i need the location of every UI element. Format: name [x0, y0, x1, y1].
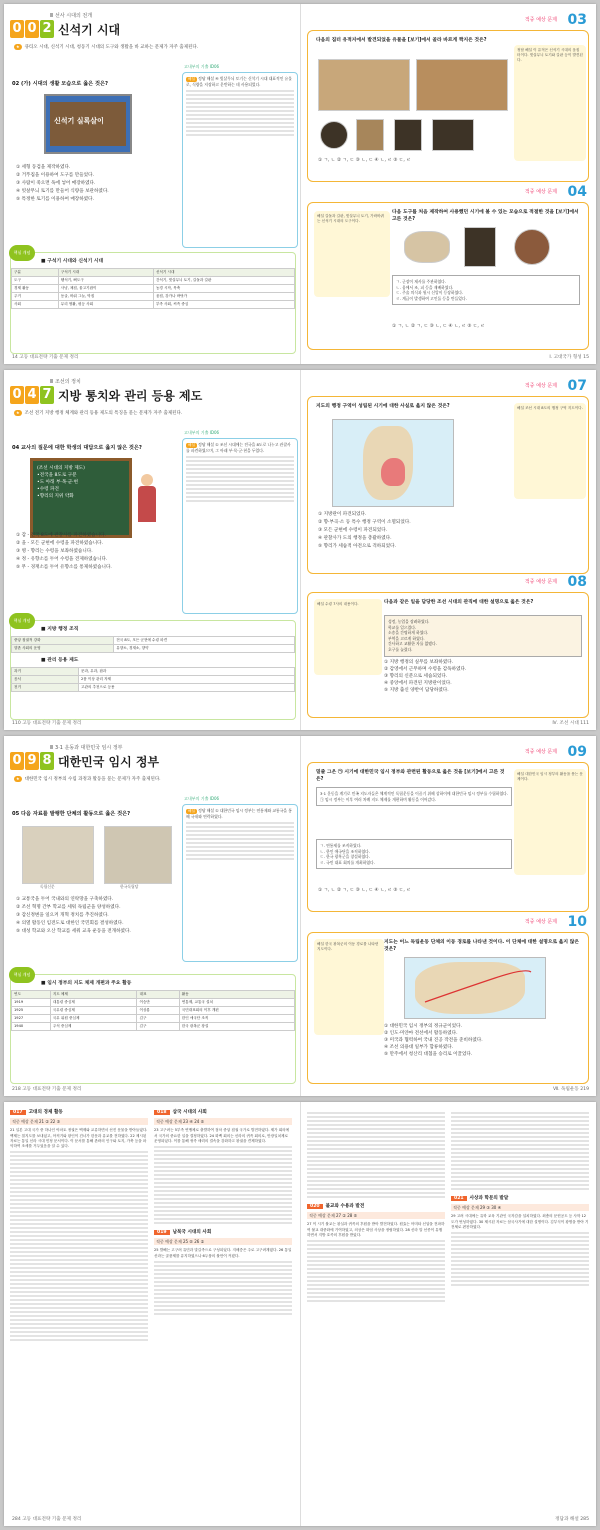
solution-text: 정답 해설 ④ 빗살무늬 토기는 신석기 시대 대표적인 유물로, 식량을 저장하고 운반하는 데 사용되었다.: [186, 76, 292, 88]
question-text: 지도의 행정 구역이 성립된 시기에 대한 사실로 옳지 않은 것은?: [316, 404, 450, 409]
answer-section-head: 017 고대의 경제 활동: [10, 1110, 148, 1115]
table-row: 1927 국무 위원 중심제 김구 한인 애국단 조직: [12, 1015, 295, 1023]
question-number: 07: [567, 378, 587, 394]
side-solution: 해설 대한민국 임시 정부의 활동을 묻는 문제이다.: [514, 769, 586, 875]
question-number: 04: [567, 184, 587, 200]
predict-tag: 적중 예상 문제: [524, 919, 557, 925]
exam-tag: 고내부의 기출 ID06: [184, 796, 220, 801]
unit-digit: 7: [40, 386, 54, 404]
choice[interactable]: ⑤ 무 - 경재소를 두어 유향소를 통제하였습니다.: [16, 565, 112, 570]
image-caption: 독립신문: [40, 884, 55, 889]
choice[interactable]: ① 지방 행정의 실무를 보좌하였다.: [384, 660, 454, 665]
image-caption: 한국독립당: [120, 884, 139, 889]
choice[interactable]: ④ 빗살무늬 토기를 만들어 식량을 보관하였다.: [16, 189, 109, 194]
table-row: 향촌 사회의 운영 유향소, 경재소, 향약: [12, 645, 295, 653]
table-row: 사회 무리 생활, 평등 사회 부족 사회, 씨족 중심: [12, 301, 295, 309]
choice[interactable]: ④ 의열 활동인 임전도로 대한인 국민회를 결성하였다.: [16, 921, 124, 926]
question-number: 10: [567, 914, 587, 930]
concept-table: [11, 667, 295, 692]
predict-tag: 적중 예상 문제: [524, 189, 557, 195]
choice[interactable]: ⑤ 특정한 토기를 이용하여 매장하였다.: [16, 197, 94, 202]
solution-box: 해설 정답 해설 ① 조선 시대에는 전국을 8도로 나누고 관찰사를 파견하였으며, 그 아래 부·목·군·현을 두었다.: [182, 438, 298, 614]
question-box-03: [307, 30, 589, 182]
answer-section-head: 018 삼국 시대의 사회: [154, 1110, 292, 1115]
exam-tag: 고내부의 기출 ID06: [184, 430, 220, 435]
route-map: [404, 957, 546, 1019]
concept-note: [10, 974, 296, 1084]
unit-digit: 4: [25, 386, 39, 404]
choice[interactable]: ③ 향리의 신분으로 세습되었다.: [384, 674, 448, 679]
answer-bar: 적중 예상 문제 21 ② 22 ③: [10, 1118, 148, 1125]
teacher-figure: [138, 474, 156, 524]
bogi-box: ㄱ. 연통제를 조직하였다. ㄴ. 한인 애국단을 조직하였다. ㄷ. 한국 광복군을 창설하였다. ㄹ. 국민 대표 회의를 개최하였다.: [316, 839, 512, 869]
answer-section-head: 021 사상과 학문의 발달: [451, 1196, 589, 1201]
section-label: Ⅲ 조선의 정치: [50, 379, 81, 385]
page-footer: 정답과 해설 285: [555, 1517, 589, 1522]
spread-2: [4, 370, 596, 730]
note-title: ■ 관리 등용 제도: [41, 658, 79, 663]
page-284: [4, 1102, 300, 1526]
page-footer: Ⅳ. 조선 시대 111: [552, 721, 589, 726]
unit-digit: 0: [10, 20, 24, 38]
spread-3: [4, 736, 596, 1096]
unit-digit: 9: [25, 752, 39, 770]
side-solution: 해설 조선 시대 8도의 행정 구역 지도이다.: [514, 403, 586, 499]
artifact-image: [432, 119, 474, 151]
side-solution: 해설 한국 광복군의 이동 경로를 나타낸 지도이다.: [314, 939, 384, 1035]
trend-badge: ★: [16, 44, 20, 49]
unit-digit: 8: [40, 752, 54, 770]
choices: [16, 532, 180, 572]
concept-note: [10, 620, 296, 720]
page-footer: Ⅰ. 고대국가 형성 15: [549, 355, 589, 360]
choice[interactable]: ③ 사람이 죽으면 독에 넣어 매장하였다.: [16, 181, 96, 186]
question-text: 다음과 같은 일을 담당한 조선 시대의 관직에 대한 설명으로 옳은 것은?: [384, 600, 534, 605]
page-111: [300, 370, 596, 730]
screen-caption: 신석기 실록살이: [54, 117, 104, 125]
table-row: 도구 뗀석기, 뼈도구 간석기, 빗살무늬 토기, 갈돌과 갈판: [12, 277, 295, 285]
artifact-image: [514, 229, 550, 265]
exam-tag: 고내부의 기출 ID06: [184, 64, 220, 69]
choices[interactable]: ① ㄱ, ㄴ ② ㄱ, ㄷ ③ ㄴ, ㄷ ④ ㄴ, ㄹ ⑤ ㄷ, ㄹ: [318, 888, 411, 893]
solution-tag: 해설: [188, 77, 195, 81]
artifact-image: [464, 227, 496, 267]
question-box-04: [307, 202, 589, 350]
page-footer: Ⅶ. 독립운동 219: [552, 1087, 589, 1092]
choice[interactable]: ③ 병 - 향리는 수령을 보좌하였습니다.: [16, 549, 93, 554]
question-04: 04 교사의 질문에 대한 학생의 대답으로 옳지 않은 것은?: [12, 445, 142, 451]
artifact-image: [404, 231, 450, 263]
choice[interactable]: ② 을 - 모든 군현에 수령을 파견하였습니다.: [16, 541, 103, 546]
document-image: [104, 826, 172, 884]
unit-digit: 0: [10, 386, 24, 404]
choices: [384, 1023, 580, 1058]
predict-tag: 적중 예상 문제: [524, 383, 557, 389]
concept-table: 구분 구석기 시대 신석기 시대 도구 뗀석기, 뼈도구 간석기, 빗살무늬 토기, 갈돌과 갈판 경제 활동 사냥, 채집, 물고기잡이 농경 시작, 목축 주거 동굴, 바위 그늘, 막집 움집, 강가나 바닷가 사회 무리 생활, 평등 사회 부족 사회, 씨족 중심: [11, 268, 295, 309]
choice[interactable]: ② 인도·미얀마 전선에서 활동하였다.: [384, 1031, 458, 1036]
concept-table: [11, 636, 295, 653]
question-02: 02 (가) 시대의 생활 모습으로 옳은 것은?: [12, 81, 108, 87]
unit-desc: ★ 조선 전기 지방 행정 체계와 관리 등용 제도의 특징을 묻는 문제가 자주 출제된다.: [16, 410, 183, 416]
note-badge: 핵심 개념: [9, 613, 35, 629]
choice[interactable]: ① 대한민국 임시 정부의 정규군이었다.: [384, 1024, 462, 1029]
source-box: 성정, 농업을 장려하였다. 학교를 일으켰다. 소송을 간명하게 하였다. 부역을 고르게 하였다. 간사하고 교활한 자를 없앴다. 호구를 늘렸다.: [384, 615, 582, 657]
choices[interactable]: ① ㄱ, ㄴ ② ㄱ, ㄷ ③ ㄴ, ㄷ ④ ㄴ, ㄹ ⑤ ㄷ, ㄹ: [318, 158, 411, 163]
unit-title: 지방 통치와 관리 등용 제도: [58, 389, 203, 403]
answer-bar: 적중 예상 문제 23 ④ 24 ⑤: [154, 1118, 292, 1125]
unit-digit: 0: [10, 752, 24, 770]
answer-text: 23 고구려는 5부족 연맹체로 출발하여 점차 중앙 집권 국가로 발전하였다. 제가 회의에서 국가의 중요한 일을 결정하였다. 24 화백 회의는 신라의 귀족 회의로, 만장일치제로 운영되었다. 이를 통해 귀족 세력의 결속을 강화하고 왕권을 견제하였다.: [154, 1128, 290, 1143]
bogi-box: ㄱ. 군장이 제사를 주관하였다. ㄴ. 움에서 조, 피 등을 재배하였다. ㄷ. 주술 의식과 원시 신앙이 등장하였다. ㄹ. 계급이 발생하여 고인돌 등을 만들었다.: [392, 275, 580, 305]
unit-number: [10, 20, 54, 38]
choice[interactable]: ② 감영에서 근무하며 수령을 감독하였다.: [384, 667, 467, 672]
answer-bar: 적중 예상 문제 29 ③ 30 ④: [451, 1204, 589, 1211]
screen-image: [44, 94, 132, 154]
board-title: (조선 시대의 지방 제도): [37, 466, 85, 471]
predict-tag: 적중 예상 문제: [524, 17, 557, 23]
page-footer: 218 고등 대표전략 기출 문제 정리: [12, 1087, 82, 1092]
unit-title: 신석기 시대: [58, 23, 121, 37]
unit-digit: 0: [25, 20, 39, 38]
choice[interactable]: ③ 모든 군현에 수령이 파견되었다.: [318, 528, 388, 533]
choices: [16, 896, 180, 936]
answer-text: 21 일본 고대 국가 중 하나인 야마토 정권은 백제와 교류하면서 선진 문물을 받아들였다. 백제는 칠지도를 보내었고, 아직기와 왕인이 건너가 한문과 유교를 전하였다. 22 제시된 자료는 통일 신라 시대 민정 문서이다. 이 문서를 통해 촌락의 인구와 토지, 가축 등을 파악하여 조세를 거두었음을 알 수 있다.: [10, 1128, 148, 1149]
choices[interactable]: ① ㄱ, ㄴ ② ㄱ, ㄷ ③ ㄴ, ㄷ ④ ㄴ, ㄹ ⑤ ㄷ, ㄹ: [392, 324, 485, 329]
answer-text: 29 고려 시대에는 유학 교육 기관인 국자감을 설치하였다. 최충의 문헌공도 등 사학 12도가 번성하였다. 30 제시된 자료는 삼국사기에 대한 설명이다. 김부식이 왕명을 받아 기전체로 편찬하였다.: [451, 1214, 589, 1229]
side-solution: 해설 수령 7사의 내용이다.: [314, 599, 382, 675]
answer-text: 25 발해는 고구려 유민과 말갈족으로 구성되었다. 지배층은 주로 고구려계였다. 26 통일 신라는 골품제를 유지하였으나 6두품의 불만이 커졌다.: [154, 1248, 292, 1258]
source-box: 3·1 운동을 계기로 민족 지도자들은 체계적인 독립운동을 이끌기 위해 상하이에 대한민국 임시 정부를 수립하였다. ㉠ 임시 정부는 이후 여러 차례 지도 체제를 개편하며 활동을 이어갔다.: [316, 787, 512, 806]
answer-bar: 적중 예상 문제 25 ⑤ 26 ②: [154, 1238, 292, 1245]
page-218: [4, 736, 300, 1096]
question-number: 03: [567, 12, 587, 28]
unit-number: [10, 386, 54, 404]
artifact-image: [394, 119, 422, 151]
table-row: 주거 동굴, 바위 그늘, 막집 움집, 강가나 바닷가: [12, 293, 295, 301]
choice[interactable]: ③ 갑신정변을 일으켜 개혁 정치를 추진하였다.: [16, 913, 109, 918]
solution-box: [182, 72, 298, 248]
section-label: Ⅲ 선사 시대의 전개: [50, 13, 93, 19]
page-footer: 110 고등 대표전략 기출 문제 정리: [12, 721, 82, 726]
concept-note: [10, 252, 296, 354]
answer-bar: 적중 예상 문제 27 ② 28 ⑤: [307, 1212, 445, 1219]
choice[interactable]: ③ 미국과 협력하여 국내 진공 작전을 준비하였다.: [384, 1038, 483, 1043]
spread-4: [4, 1102, 596, 1526]
choice[interactable]: ② 향·부곡·소 등 특수 행정 구역이 소멸되었다.: [318, 520, 411, 525]
question-text: 다음 도구를 처음 제작하여 사용했던 시기에 볼 수 있는 모습으로 적절한 것을 [보기]에서 고른 것은?: [392, 210, 579, 222]
table-row: 천거 고관의 추천으로 등용: [12, 684, 295, 692]
choice[interactable]: ① 교통국을 두어 국내와의 연락망을 구축하였다.: [16, 897, 114, 902]
choice[interactable]: ④ 정 - 유향소를 두어 수령을 견제하였습니다.: [16, 557, 108, 562]
answer-column: [451, 1110, 589, 1288]
choices: [16, 164, 176, 204]
page-footer: 284 고등 대표전략 기출 문제 정리: [12, 1517, 82, 1522]
solution-text: 정답 해설 ① 대한민국 임시 정부는 연통제와 교통국을 통해 국내와 연락하였다.: [186, 808, 292, 820]
question-box-09: [307, 762, 589, 912]
question-box-08: [307, 592, 589, 718]
choice[interactable]: ⑤ 대성 학교와 오산 학교를 세워 교육 운동을 전개하였다.: [16, 929, 131, 934]
answer-column: [154, 1110, 292, 1317]
choice[interactable]: ② 조선 혁명 간부 학교를 세워 독립군을 양성하였다.: [16, 905, 121, 910]
section-label: Ⅲ 3·1 운동과 대한민국 임시 정부: [50, 745, 123, 751]
choice[interactable]: ① 지방관이 파견되었다.: [318, 512, 367, 517]
table-row: 과거 문과, 무과, 잡과: [12, 668, 295, 676]
page-219: [300, 736, 596, 1096]
choice[interactable]: ① 세형 동검을 제작하였다.: [16, 165, 71, 170]
table-row: 1925 국무령 중심제 이상룡 국민대표회의 이후 개편: [12, 1007, 295, 1015]
question-text: 지도는 어느 독립운동 단체의 이동 경로를 나타낸 것이다. 이 단체에 대한 설명으로 옳지 않은 것은?: [384, 940, 579, 952]
page-110: [4, 370, 300, 730]
answer-text: 27 이 시기 불교는 왕실과 귀족의 후원을 받아 발전하였다. 원효는 아미타 신앙을 전파하여 불교 대중화에 기여하였고, 의상은 화엄 사상을 정립하였다. 28 신라 말 선종이 유행하면서 지방 호족의 후원을 받았다.: [307, 1222, 445, 1237]
question-number: 08: [567, 574, 587, 590]
artifact-image: [356, 119, 384, 151]
question-text: 밑줄 그은 ㉠ 시기에 대한민국 임시 정부와 관련된 활동으로 옳은 것을 [보기]에서 고른 것은?: [316, 770, 505, 782]
page-285: [300, 1102, 596, 1526]
note-title: ■ 구석기 시대와 신석기 시대: [41, 259, 104, 264]
choices: [384, 659, 580, 694]
note-badge: 핵심 개념: [9, 967, 35, 983]
note-title: ■ 지방 행정 조직: [41, 627, 79, 632]
unit-title: 대한민국 임시 정부: [58, 755, 160, 769]
choice[interactable]: ④ 관찰사가 도의 행정을 총괄하였다.: [318, 536, 392, 541]
choice[interactable]: ⑤ 향리가 세습적 아전으로 격하되었다.: [318, 544, 396, 549]
choice[interactable]: ② 거푸집을 이용하여 도구를 만들었다.: [16, 173, 94, 178]
page-footer: 14 고등 대표전략 기출 문제 정리: [12, 355, 79, 360]
solution-box: 해설 정답 해설 ① 대한민국 임시 정부는 연통제와 교통국을 통해 국내와 연락하였다.: [182, 804, 298, 962]
unit-desc: ★ 큐티오 시대, 신석기 시대, 청동기 시대의 도구와 생활을 바 교하는 문제가 자주 출제된다.: [16, 44, 199, 50]
unit-digit: 2: [40, 20, 54, 38]
spread-1: [4, 4, 596, 364]
newspaper-image: [22, 826, 94, 884]
page-15: [300, 4, 596, 364]
page-14: [4, 4, 300, 364]
site-photo: [416, 59, 508, 111]
table-row: 1919 대통령 중심제 이승만 연통제, 교통국 설치: [12, 999, 295, 1007]
choice[interactable]: ④ 중앙에서 파견된 지방관이었다.: [384, 681, 452, 686]
table-row: 1940 주석 중심제 김구 한국 광복군 창설: [12, 1023, 295, 1031]
chalkboard: (조선 시대의 지방 제도) •전국을 8도로 구분 •도 아래 부·목·군·현 •수령 파견 •향리의 지위 약화: [30, 458, 132, 538]
answer-section-head: 020 불교와 수용과 발전: [307, 1204, 445, 1209]
choice[interactable]: ① 갑 - 전국 8도에 관찰사를 파견하였습니다.: [16, 533, 106, 538]
unit-desc: ★ 대한민국 임시 정부의 수립 과정과 활동을 묻는 문제가 자주 출제된다.: [16, 776, 161, 782]
solution-text: 정답 해설 ① 조선 시대에는 전국을 8도로 나누고 관찰사를 파견하였으며, 그 아래 부·목·군·현을 두었다.: [186, 442, 291, 454]
table-row: 음서 2품 이상 관리 자제: [12, 676, 295, 684]
answer-section-head: 019 남북국 시대의 사회: [154, 1230, 292, 1235]
predict-tag: 적중 예상 문제: [524, 749, 557, 755]
korea-map: [332, 419, 454, 507]
question-number: 09: [567, 744, 587, 760]
table-row: 경제 활동 사냥, 채집, 물고기잡이 농경 시작, 목축: [12, 285, 295, 293]
choice[interactable]: ④ 조선 의용대 일부가 합류하였다.: [384, 1045, 454, 1050]
question-05: 05 다음 자료를 발행한 단체의 활동으로 옳은 것은?: [12, 811, 131, 817]
side-solution: 정답 해설 이 유적은 신석기 시대의 움집 터이다. 빗살무늬 토기와 갈판 등이 발견된다.: [514, 45, 586, 161]
note-badge: 핵심 개념: [9, 245, 35, 261]
concept-table: 연도 지도 체제 대표 활동 1919 대통령 중심제 이승만 연통제, 교통국 설치 1925 국무령 중심제 이상룡 국민대표회의 이후 개편 1927 국무 위원 중심제 김구 한인 애국단 조직 1940 주석 중심제 김구 한국 광복군 창설: [11, 990, 295, 1031]
question-text: 다음의 집터 유적지에서 발견되었을 유물을 [보기]에서 골라 바르게 짝지은 것은?: [316, 38, 487, 43]
choice[interactable]: ⑤ 만주에서 청산리 대첩을 승리로 이끌었다.: [384, 1052, 473, 1057]
question-box-07: [307, 396, 589, 574]
table-row: 중앙 집권적 강화 전국 8도, 모든 군현에 수령 파견: [12, 637, 295, 645]
route-line: [405, 958, 545, 1018]
side-solution: 해설 갈돌과 갈판, 빗살무늬 토기, 가락바퀴는 신석기 시대의 도구이다.: [314, 211, 390, 297]
question-box-10: [307, 932, 589, 1084]
unit-number: [10, 752, 54, 770]
predict-tag: 적중 예상 문제: [524, 579, 557, 585]
answer-column: [10, 1110, 148, 1343]
choices: [318, 511, 508, 551]
site-photo: [318, 59, 410, 111]
artifact-image: [320, 121, 348, 149]
note-title: ■ 임시 정부의 지도 체제 개편과 주요 활동: [41, 981, 132, 986]
answer-column: [307, 1110, 445, 1304]
choice[interactable]: ⑤ 지방 출신 양반이 담당하였다.: [384, 688, 449, 693]
